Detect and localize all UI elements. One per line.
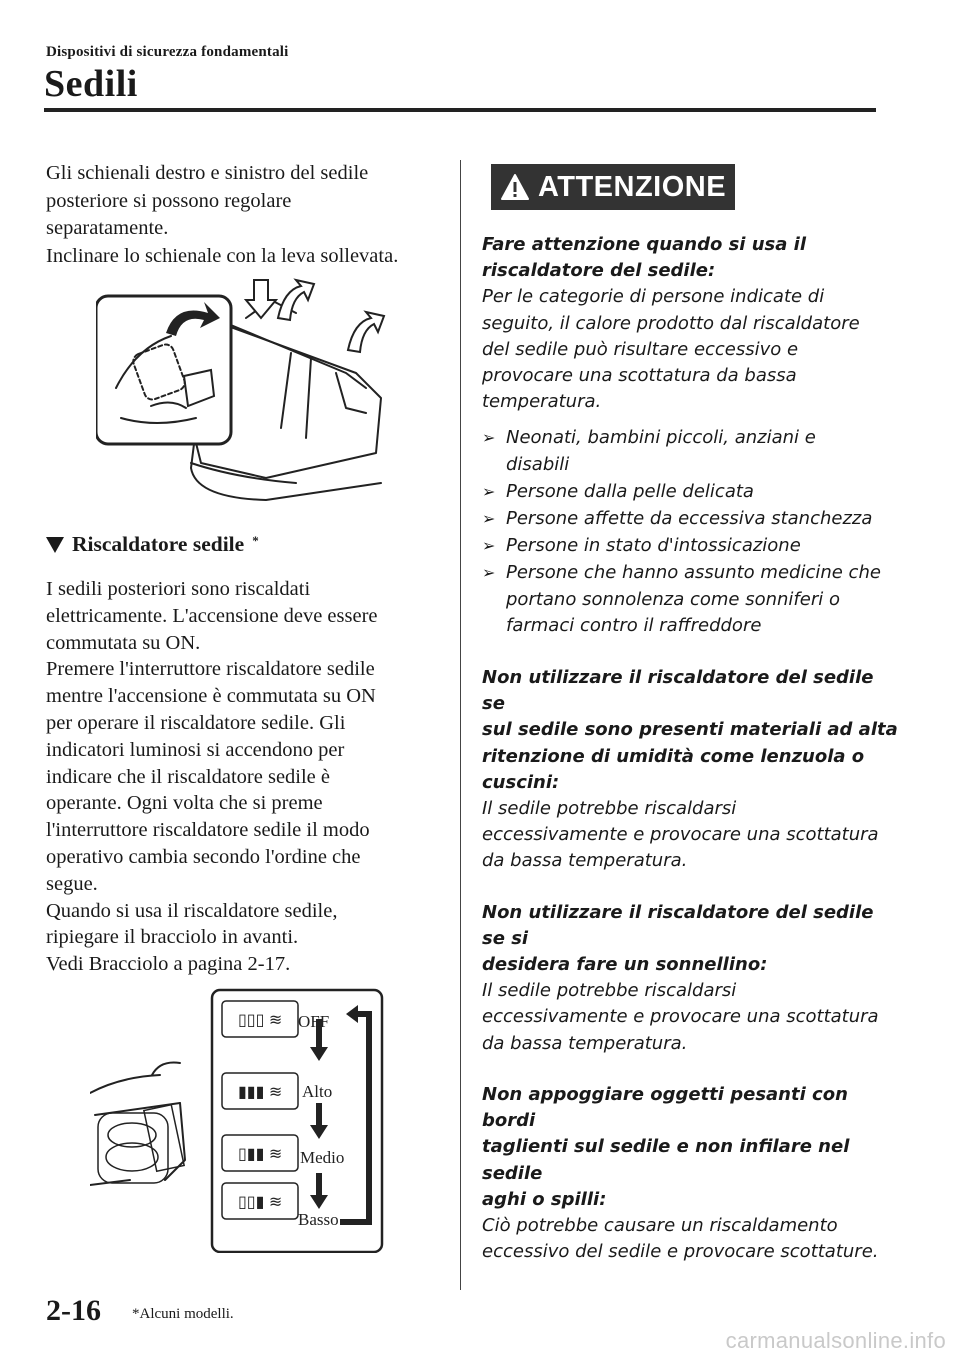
arrowhead-bullet-icon: ➢ <box>482 428 496 448</box>
warning-text-line: eccessivo del sedile e provocare scottature. <box>482 1241 879 1263</box>
attenzione-badge <box>491 164 735 210</box>
mode-label-alto: Alto <box>302 1082 333 1101</box>
intro-line: Inclinare lo schienale con la leva sollevata. <box>46 244 399 267</box>
heater-paragraph <box>46 576 451 978</box>
warning-text-line: Per le categorie di persone indicate di <box>482 286 825 308</box>
body-line: Premere l'interruttore riscaldatore sedile <box>46 658 375 681</box>
body-line: ripiegare il bracciolo in avanti. <box>46 926 299 949</box>
indicator-icon: ▯▯▮ ≋ <box>238 1194 283 1211</box>
footnote: *Alcuni modelli. <box>132 1306 234 1322</box>
body-line: mentre l'accensione è commutata su ON <box>46 685 376 708</box>
warning-head-line: riscaldatore del sedile: <box>482 260 716 282</box>
body-line: l'interruttore riscaldatore sedile il modo <box>46 819 370 842</box>
optional-mark: * <box>252 532 259 548</box>
mode-label-basso: Basso <box>298 1210 339 1229</box>
list-item <box>482 560 902 639</box>
warning-body <box>482 232 902 1265</box>
watermark: carmanualsonline.info <box>725 1328 946 1353</box>
arrowhead-bullet-icon: ➢ <box>482 509 496 529</box>
warning-head-line: Non appoggiare oggetti pesanti con bordi <box>482 1083 848 1132</box>
mode-label-off: OFF <box>298 1012 330 1031</box>
body-line: indicare che il riscaldatore sedile è <box>46 765 331 788</box>
section-kicker: Dispositivi di sicurezza fondamentali <box>46 44 289 60</box>
list-item <box>482 533 902 559</box>
warning-head-line: aghi o spilli: <box>482 1188 607 1210</box>
warning-text-line: provocare una scottatura da bassa <box>482 365 797 387</box>
list-item <box>482 425 902 477</box>
warning-text-line: del sedile può risultare eccessivo e <box>482 338 799 360</box>
list-item-text: Persone che hanno assunto medicine che <box>506 562 881 584</box>
body-line: operativo cambia secondo l'ordine che <box>46 845 361 868</box>
warning-head-line: sul sedile sono presenti materiali ad alta <box>482 719 898 741</box>
switch-basso <box>222 1183 298 1219</box>
intro-paragraph <box>46 160 446 270</box>
intro-line: posteriore si possono regolare <box>46 189 292 212</box>
switch-alto <box>222 1073 298 1109</box>
list-item-text: Persone dalla pelle delicata <box>506 480 754 502</box>
subheading-riscaldatore <box>46 532 259 557</box>
warning-text-line: da bassa temperatura. <box>482 1032 688 1054</box>
arrowhead-bullet-icon: ➢ <box>482 481 496 501</box>
body-line: elettricamente. L'accensione deve essere <box>46 604 378 627</box>
list-item <box>482 479 902 505</box>
warning-triangle-icon <box>500 173 530 201</box>
warning-text-line: seguito, il calore prodotto dal riscaldatore <box>482 312 860 334</box>
list-item-text: Neonati, bambini piccoli, anziani e <box>506 427 816 449</box>
warning-text-line: eccessivamente e provocare una scottatura <box>482 824 879 846</box>
body-line: per operare il riscaldatore sedile. Gli <box>46 711 346 734</box>
triangle-bullet-icon <box>46 537 64 553</box>
warning-head-line: Fare attenzione quando si usa il <box>482 234 807 255</box>
warning-head-line: desidera fare un sonnellino: <box>482 954 768 976</box>
arrowhead-bullet-icon: ➢ <box>482 536 496 556</box>
warning-text-line: Il sedile potrebbe riscaldarsi <box>482 980 737 1002</box>
warning-head-line: cuscini: <box>482 771 560 793</box>
indicator-icon: ▮▮▮ ≋ <box>238 1084 283 1101</box>
warning-head-line: Non utilizzare il riscaldatore del sedile se si <box>482 901 874 949</box>
body-line: I sedili posteriori sono riscaldati <box>46 578 311 600</box>
warning-text-line: eccessivamente e provocare una scottatura <box>482 1006 879 1028</box>
body-line: indicatori luminosi si accendono per <box>46 738 345 761</box>
seat-heater-switch-diagram <box>90 985 385 1253</box>
indicator-icon: ▯▯▯ ≋ <box>238 1012 283 1029</box>
intro-line: Gli schienali destro e sinistro del sedile <box>46 162 369 184</box>
body-line: Vedi Bracciolo a pagina 2-17. <box>46 953 291 976</box>
risk-group-list <box>482 425 902 639</box>
body-line: Quando si usa il riscaldatore sedile, <box>46 899 338 922</box>
warning-head-line: Non utilizzare il riscaldatore del sedile se <box>482 667 874 715</box>
page-title: Sedili <box>44 63 138 105</box>
arrowhead-bullet-icon: ➢ <box>482 563 496 583</box>
warning-text-line: temperatura. <box>482 391 602 413</box>
list-item-text: Persone affette da eccessiva stanchezza <box>506 508 873 530</box>
intro-line: separatamente. <box>46 217 169 239</box>
body-line: segue. <box>46 872 98 895</box>
mode-label-medio: Medio <box>300 1148 345 1167</box>
warning-head-line: taglienti sul sedile e non infilare nel sedile <box>482 1136 850 1184</box>
page-number: 2-16 <box>46 1294 101 1327</box>
switch-medio <box>222 1135 298 1171</box>
column-divider <box>460 160 461 1290</box>
list-item-text: portano sonnolenza come sonniferi o <box>506 588 840 610</box>
warning-text-line: Ciò potrebbe causare un riscaldamento <box>482 1214 838 1236</box>
warning-text-line: da bassa temperatura. <box>482 850 688 872</box>
list-item-text: farmaci contro il raffreddore <box>506 614 762 636</box>
list-item <box>482 506 902 532</box>
list-item-text: Persone in stato d'intossicazione <box>506 535 801 557</box>
title-rule <box>44 108 876 112</box>
switch-off <box>222 1001 298 1037</box>
body-line: operante. Ogni volta che si preme <box>46 792 323 815</box>
warning-text-line: Il sedile potrebbe riscaldarsi <box>482 798 737 820</box>
subheading-text: Riscaldatore sedile <box>72 532 245 556</box>
warning-head-line: ritenzione di umidità come lenzuola o <box>482 745 865 767</box>
seatback-illustration <box>96 278 396 503</box>
indicator-icon: ▯▮▮ ≋ <box>238 1146 283 1163</box>
attenzione-label: ATTENZIONE <box>537 170 727 203</box>
list-item-text: disabili <box>506 453 570 475</box>
body-line: commutata su ON. <box>46 631 201 654</box>
